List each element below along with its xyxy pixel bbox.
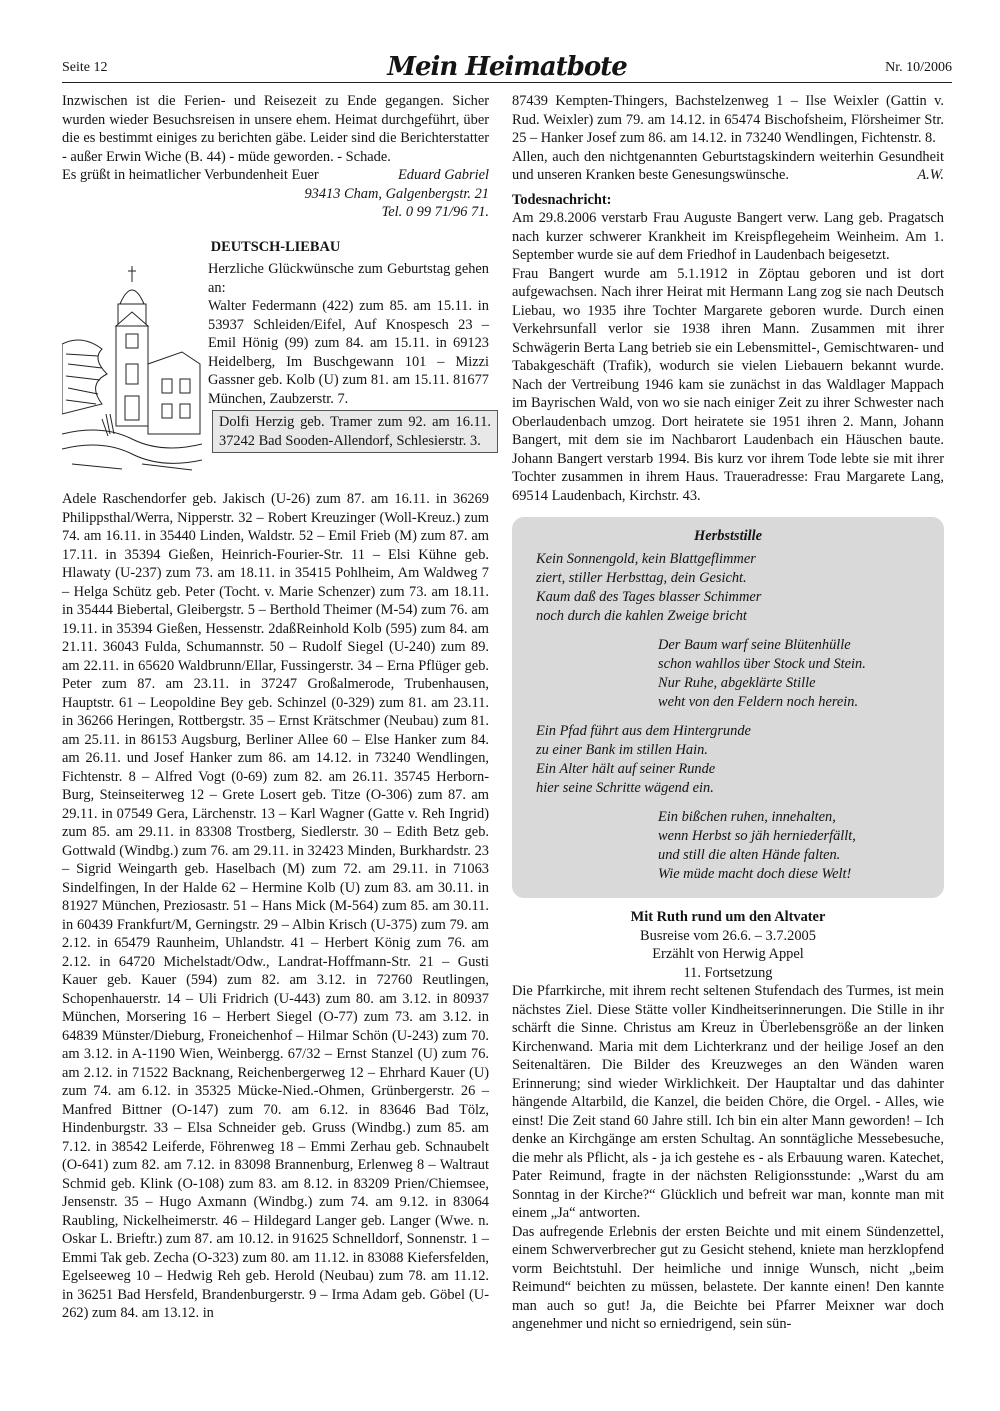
left-column (62, 92, 489, 1323)
poem-line: noch durch die kahlen Zweige bricht (536, 608, 747, 624)
section-title-liebau: DEUTSCH-LIEBAU (210, 238, 341, 255)
poem-line: Ein Alter hält auf seiner Runde (536, 761, 716, 777)
poem-line: Ein bißchen ruhen, innehalten, (658, 809, 836, 825)
signature-tel: Tel. 0 99 71/96 71. (381, 204, 489, 220)
poem-line: zu einer Bank im stillen Hain. (536, 742, 708, 758)
poem-line: Der Baum warf seine Blütenhülle (658, 637, 851, 653)
poem-line: Nur Ruhe, abgeklärte Stille (658, 675, 816, 691)
poem-stanza (658, 636, 926, 712)
poem-line: und still die alten Hände falten. (658, 847, 841, 863)
continued-list: 87439 Kempten-Thingers, Bachstelzenweg 1 – Ilse Weixler (Gattin v. Rud. Weixler) zum 79. am 14.12. in 65474 Bischofsheim, Flörsheimer Str. 25 – Hanker Josef zum 86. am 14.12. in 73240 Wendlingen, Fichtenstr. 8. (512, 93, 944, 146)
greeting-line (62, 166, 489, 185)
poem-title: Herbststille (694, 528, 762, 544)
poem-line: schon wahllos über Stock und Stein. (658, 656, 866, 672)
church-illustration (62, 264, 202, 474)
poem-stanza (658, 808, 926, 884)
liebau-intro: Herzliche Glückwünsche zum Geburtstag gehen an: (208, 261, 489, 296)
liebau-intro-block (62, 260, 489, 490)
header-rule (62, 82, 952, 83)
greeting-text: Es grüßt in heimatlicher Verbundenheit Euer (62, 167, 319, 183)
wishes-text: Allen, auch den nichtgenannten Geburtstagskindern weiterhin Gesundheit und unseren Kranken beste Genesungswünsche. (512, 148, 944, 183)
signature-name: Eduard Gabriel (397, 167, 489, 183)
intro-paragraph: Inzwischen ist die Ferien- und Reisezeit zu Ende gegangen. Sicher wurden wieder Besuchsreisen in unsere ehem. Heimat durchgeführt, über die es bestimmt einiges zu berichten gäbe. Leider sind die Berichterstatter - außer Erwin Wiche (B. 44) - müde geworden. - Schade. (62, 93, 489, 165)
poem-line: ziert, stiller Herbsttag, dein Gesicht. (536, 570, 747, 586)
poem-line: weht von den Feldern noch herein. (658, 694, 859, 710)
poem-line: Kaum daß des Tages blasser Schimmer (536, 589, 762, 605)
article-paragraph-1: Die Pfarrkirche, mit ihrem recht seltenen Stufendach des Turmes, ist mein nächstes Ziel. Diese Stätte voller Kindheitserinnerungen. Die Stille in ihr schärft die Sinne. Christus am Kreuz in Überlebensgröße an der linken Kirchenwand. Maria mit dem Lichterkranz und der heilige Josef an den Seitenaltären. Die Bilder des Kreuzweges an den Wänden waren Erinnerung; sind wieder Wirklichkeit. Der Hauptaltar und das dahinter hängende Altarbild, die Kanzel, die beiden Chöre, die Orgel. - Alles, wie einst! Die Zeit stand 60 Jahre still. Ich bin ein alter Mann geworden! – Ich denke an Kirchgänge am ersten Schultag. An sonntägliche Messebesuche, die mehr als Pflicht, als - ja ich gestehe es - als Erbauung waren. Katechet, Pater Reimund, fragte in der nächsten Religionsstunde: „Warst du am Sonntag in der Kirche?“ Glücklich und befreit war man, konnte man mit einem „Ja“ antworten. (512, 983, 944, 1221)
obituary-title: Todesnachricht: (512, 191, 612, 208)
wishes-paragraph (512, 148, 944, 185)
poem-box (512, 517, 944, 898)
article-subtitle-2: Erzählt von Herwig Appel (652, 946, 804, 962)
article-subtitle-3: 11. Fortsetzung (683, 964, 773, 981)
article-subtitle-1: Busreise vom 26.6. – 3.7.2005 (640, 927, 816, 944)
newspaper-logo: Mein Heimatbote (387, 52, 627, 82)
liebau-text (208, 260, 489, 408)
birthday-list: Adele Raschendorfer geb. Jakisch (U-26) zum 87. am 16.11. in 36269 Philippsthal/Werra, Nipperstr. 32 – Robert Kreuzinger (Woll-Kreuz.) zum 74. am 16.11. in 35440 Linden, Waldstr. 52 – Emil Frieb (M) zum 87. am 17.11. in 35394 Gießen, Heinrich-Fourier-Str. 11 – Elsi Kühne geb. Hlawaty (U-237) zum 73. am 18.11. in 35415 Pohlheim, Am Waldweg 7 – Helga Schütz geb. Peter (Tocht. v. Marie Schenzer) zum 73. am 18.11. in 35444 Biebertal, Gleibergstr. 5 – Berthold Theimer (M-54) zum 76. am 19.11. in 35394 Gießen, Hessenstr. 2daßReinhold Kolb (595) zum 84. am 21.11. 36043 Fulda, Schumannstr. 50 – Rudolf Siegel (U-240) zum 89. am 22.11. in 65620 Waldbrunn/Ellar, Fussingerstr. 34 – Erna Pflüger geb. Peter zum 87. am 23.11. in 37247 Großalmerode, Trubenhausen, Hauptstr. 61 – Leopoldine Bey geb. Schinzel (0-329) zum 81. am 23.11. in 36266 Heringen, Rottbergstr. 35 – Ernst Krätschmer (Neubau) zum 81. am 25.11. in 86153 Augsburg, Berliner Allee 60 – Else Hanker zum 84. am 26.11. und Josef Hanker zum 86. am 14.12. in 73240 Wendlingen, Fichtenstr. 8 – Alfred Vogt (0-69) zum 82. am 26.11. 35745 Herborn-Burg, Steinseiterweg 12 – Grete Losert geb. Titze (O-306) zum 87. am 29.11. in 07549 Gera, Lärchenstr. 13 – Karl Wagner (Gatte v. Reh Ingrid) zum 85. am 29.11. in 83308 Trostberg, Siedlerstr. 30 – Edith Betz geb. Gottwald (Windbg.) zum 76. am 29.11. in 32423 Minden, Burkhardstr. 23 – Sigrid Weingarth geb. Haselbach (M) zum 72. am 29.11. in 71063 Sindelfingen, In der Halde 62 – Hermine Kolb (U) zum 83. am 30.11. in 81927 München, Preziosastr. 51 – Hans Mick (M-564) zum 85. am 30.11. in 60439 Frankfurt/M, Gerningstr. 29 – Albin Krisch (U-375) zum 79. am 2.12. in 65479 Raunheim, Uhlandstr. 41 – Herbert König zum 76. am 2.12. in 64720 Michelstadt/Odw., Landrat-Hoffmann-Str. 21 – Gusti Kauer geb. Kauer (594) zum 82. am 3.12. in 72760 Reutlingen, Schopenhauerstr. 14 – Uli Fridrich (U-443) zum 80. am 3.12. in 80937 München, Morsering 16 – Herbert Siegel (O-77) zum 73. am 3.12. in 64839 Münster/Dieburg, Froneichenhof – Hilmar Schön (U-243) zum 70. am 3.12. in A-1190 Wien, Weinbergg. 67/32 – Ernst Stanzel (U) zum 76. am 2.12. in 71522 Backnang, Reichenbergerweg 12 – Ehrhard Kauer (U) zum 74. am 6.12. in 35325 Mücke-Nied.-Ohmen, Grünbergerstr. 26 – Manfred Bittner (O-147) zum 70. am 6.12. in 83646 Bad Tölz, Hindenburgstr. 33 – Elsa Schneider geb. Gruss (Windbg.) zum 85. am 7.12. in 38542 Leiferde, Föhrenweg 18 – Emmi Zerhau geb. Schnaubelt (O-641) zum 82. am 7.12. in 83098 Brannenburg, Erlenweg 8 – Waltraut Schmid geb. Klink (O-108) zum 83. am 8.12. in 83209 Prien/Chiemsee, Jensenstr. 35 – Hugo Axmann (Windbg.) zum 74. am 9.12. in 83064 Raubling, Nickelheimerstr. 46 – Hildegard Langer geb. Langer (Wwe. n. Oskar L. Brieftr.) zum 87. am 10.12. in 91625 Schnelldorf, Sonnenstr. 1 – Emmi Tak geb. Zecha (O-323) zum 80. am 11.12. in 83088 Kiefersfelden, Egelseeweg 10 – Hedwig Reh geb. Herold (Neubau) zum 78. am 11.12. in 36251 Bad Hersfeld, Brandenburgerstr. 9 – Irma Adam geb. Göbel (U-262) zum 84. am 13.12. in (62, 491, 489, 1321)
poem-line: Wie müde macht doch diese Welt! (658, 866, 852, 882)
poem-line: wenn Herbst so jäh herniederfällt, (658, 828, 856, 844)
poem-stanza (536, 722, 926, 798)
right-column (512, 92, 944, 1334)
page-number: Seite 12 (62, 60, 108, 75)
obituary-paragraph-2: Frau Bangert wurde am 5.1.1912 in Zöptau geboren und ist dort aufgewachsen. Nach ihrer Heirat mit Hermann Lang zog sie nach Deutsch Liebau, wo 1935 ihre Tochter Margarete geboren wurde. Durch einen Verkehrsunfall verlor sie 1938 ihren Mann. Zusammen mit ihrer Schwägerin Berta Lang betrieb sie ein Lebensmittel-, Gemischtwaren- und Tabakgeschäft (Trafik), wodurch sie vielen Liebauern bekannt wurde. Nach der Vertreibung 1946 kam sie zunächst in das Waldlager Mappach im Bayrischen Wald, von wo sie nach einiger Zeit zu ihrer Schwester nach Oberlaudenbach umzog. Dort heiratete sie 1951 ihren 2. Mann, Johann Bangert, mit dem sie im Nachbarort Laudenbach ein Häuschen baute. Johann Bangert verstarb 1994. Bis kurz vor ihrem Tode lebte sie mit ihrer Tochter zusammen in ihrem Haus. Traueradresse: Frau Margarete Lang, 69514 Laudenbach, Kirchstr. 43. (512, 265, 944, 504)
poem-line: Ein Pfad führt aus dem Hintergrunde (536, 723, 751, 739)
article-paragraph-2: Das aufregende Erlebnis der ersten Beichte und mit einem Sündenzettel, einem Schwerverbrecher gut zu Gesicht stehend, kniete man herzklopfend vorm Beichtstuhl. Der heimliche und innige Wunsch, nicht „beim Reimund“ beichten zu müssen, belastete. Der kannte einen! Den kannte man auch so gut! Ja, die Beichte bei Pfarrer Meixner war doch angenehmer und nicht so erniedrigend, sein sün- (512, 1223, 944, 1332)
liebau-birthdays: Walter Federmann (422) zum 85. am 15.11. in 53937 Schleiden/Eifel, Auf Knospesch 23 – Emil Hönig (99) zum 84. am 15.11. in 69123 Heidelberg, Im Buschgewann 101 – Mizzi Gassner geb. Kolb (U) zum 81. am 15.11. 81677 München, Zaubzerstr. 7. (208, 298, 489, 407)
highlight-box: Dolfi Herzig geb. Tramer zum 92. am 16.11. 37242 Bad Sooden-Allendorf, Schlesierstr. 3. (212, 410, 498, 453)
signature-address: 93413 Cham, Galgenbergstr. 21 (304, 185, 489, 202)
poem-line: Kein Sonnengold, kein Blattgeflimmer (536, 551, 756, 567)
issue-number: Nr. 10/2006 (885, 60, 952, 75)
article-title: Mit Ruth rund um den Altvater (630, 909, 826, 925)
obituary-paragraph-1: Am 29.8.2006 verstarb Frau Auguste Bangert verw. Lang geb. Pragatsch nach kurzer schwerer Krankheit im Kreispflegeheim Weinheim. Am 1. September wurde sie auf dem Friedhof in Laudenbach beigesetzt. (512, 210, 944, 263)
wishes-signature: A.W. (917, 167, 944, 183)
poem-line: hier seine Schritte wägend ein. (536, 780, 714, 796)
page-header (62, 52, 952, 84)
poem-stanza (536, 550, 926, 626)
